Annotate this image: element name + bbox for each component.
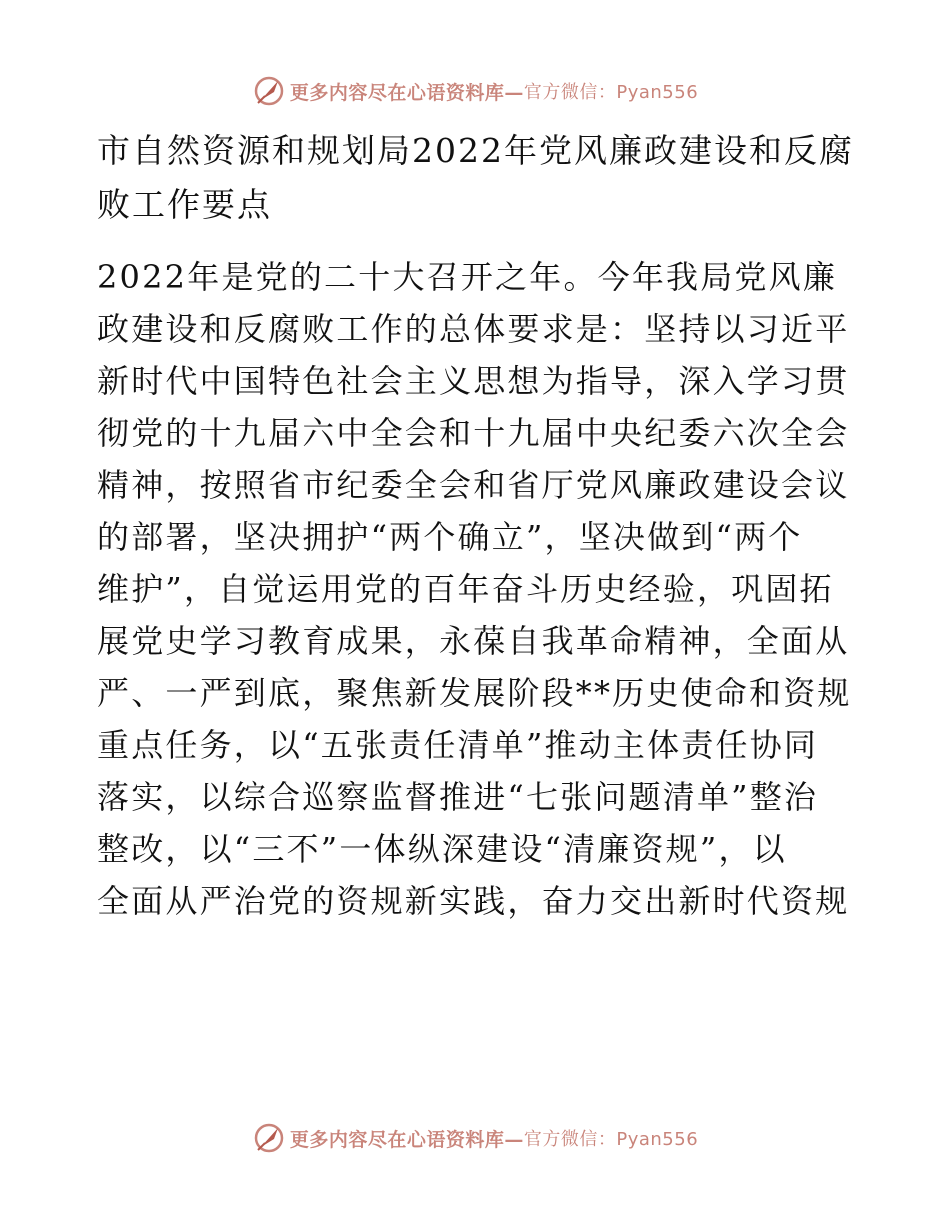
watermark-contact: 官方微信：Pyan556 xyxy=(523,1129,699,1150)
body-line: 展党史学习教育成果，永葆自我革命精神，全面从 xyxy=(97,622,850,660)
watermark-text: 更多内容尽在心语资料库— xyxy=(289,81,524,104)
body-line: 新时代中国特色社会主义思想为指导，深入学习贯 xyxy=(97,362,850,400)
body-line: 精神，按照省市纪委全会和省厅党风廉政建设会议 xyxy=(97,466,850,504)
body-line: 彻党的十九届六中全会和十九届中央纪委六次全会 xyxy=(97,414,850,452)
body-line: 落实，以综合巡察监督推进“七张问题清单”整治 xyxy=(97,778,819,816)
quill-logo-icon xyxy=(252,1121,286,1155)
body-line: 重点任务，以“五张责任清单”推动主体责任协同 xyxy=(97,726,819,764)
body-line: 维护”，自觉运用党的百年奋斗历史经验，巩固拓 xyxy=(97,570,834,608)
body-line: 全面从严治党的资规新实践，奋力交出新时代资规 xyxy=(97,882,850,920)
body-line: 政建设和反腐败工作的总体要求是：坚持以习近平 xyxy=(97,310,850,348)
body-line: 整改，以“三不”一体纵深建设“清廉资规”，以 xyxy=(97,830,787,868)
watermark-text: 更多内容尽在心语资料库— xyxy=(289,1128,524,1151)
footer-watermark xyxy=(0,1118,950,1158)
body-line: 2022年是党的二十大召开之年。今年我局党风廉 xyxy=(97,258,838,296)
quill-logo-icon xyxy=(252,74,286,108)
document-title xyxy=(97,124,867,232)
header-watermark xyxy=(0,71,950,111)
title-line: 败工作要点 xyxy=(97,185,272,224)
body-line: 严、一严到底，聚焦新发展阶段**历史使命和资规 xyxy=(97,674,852,712)
watermark-contact: 官方微信：Pyan556 xyxy=(523,82,699,103)
body-paragraph xyxy=(97,251,867,927)
body-line: 的部署，坚决拥护“两个确立”，坚决做到“两个 xyxy=(97,518,803,556)
title-line: 市自然资源和规划局2022年党风廉政建设和反腐 xyxy=(97,131,854,170)
